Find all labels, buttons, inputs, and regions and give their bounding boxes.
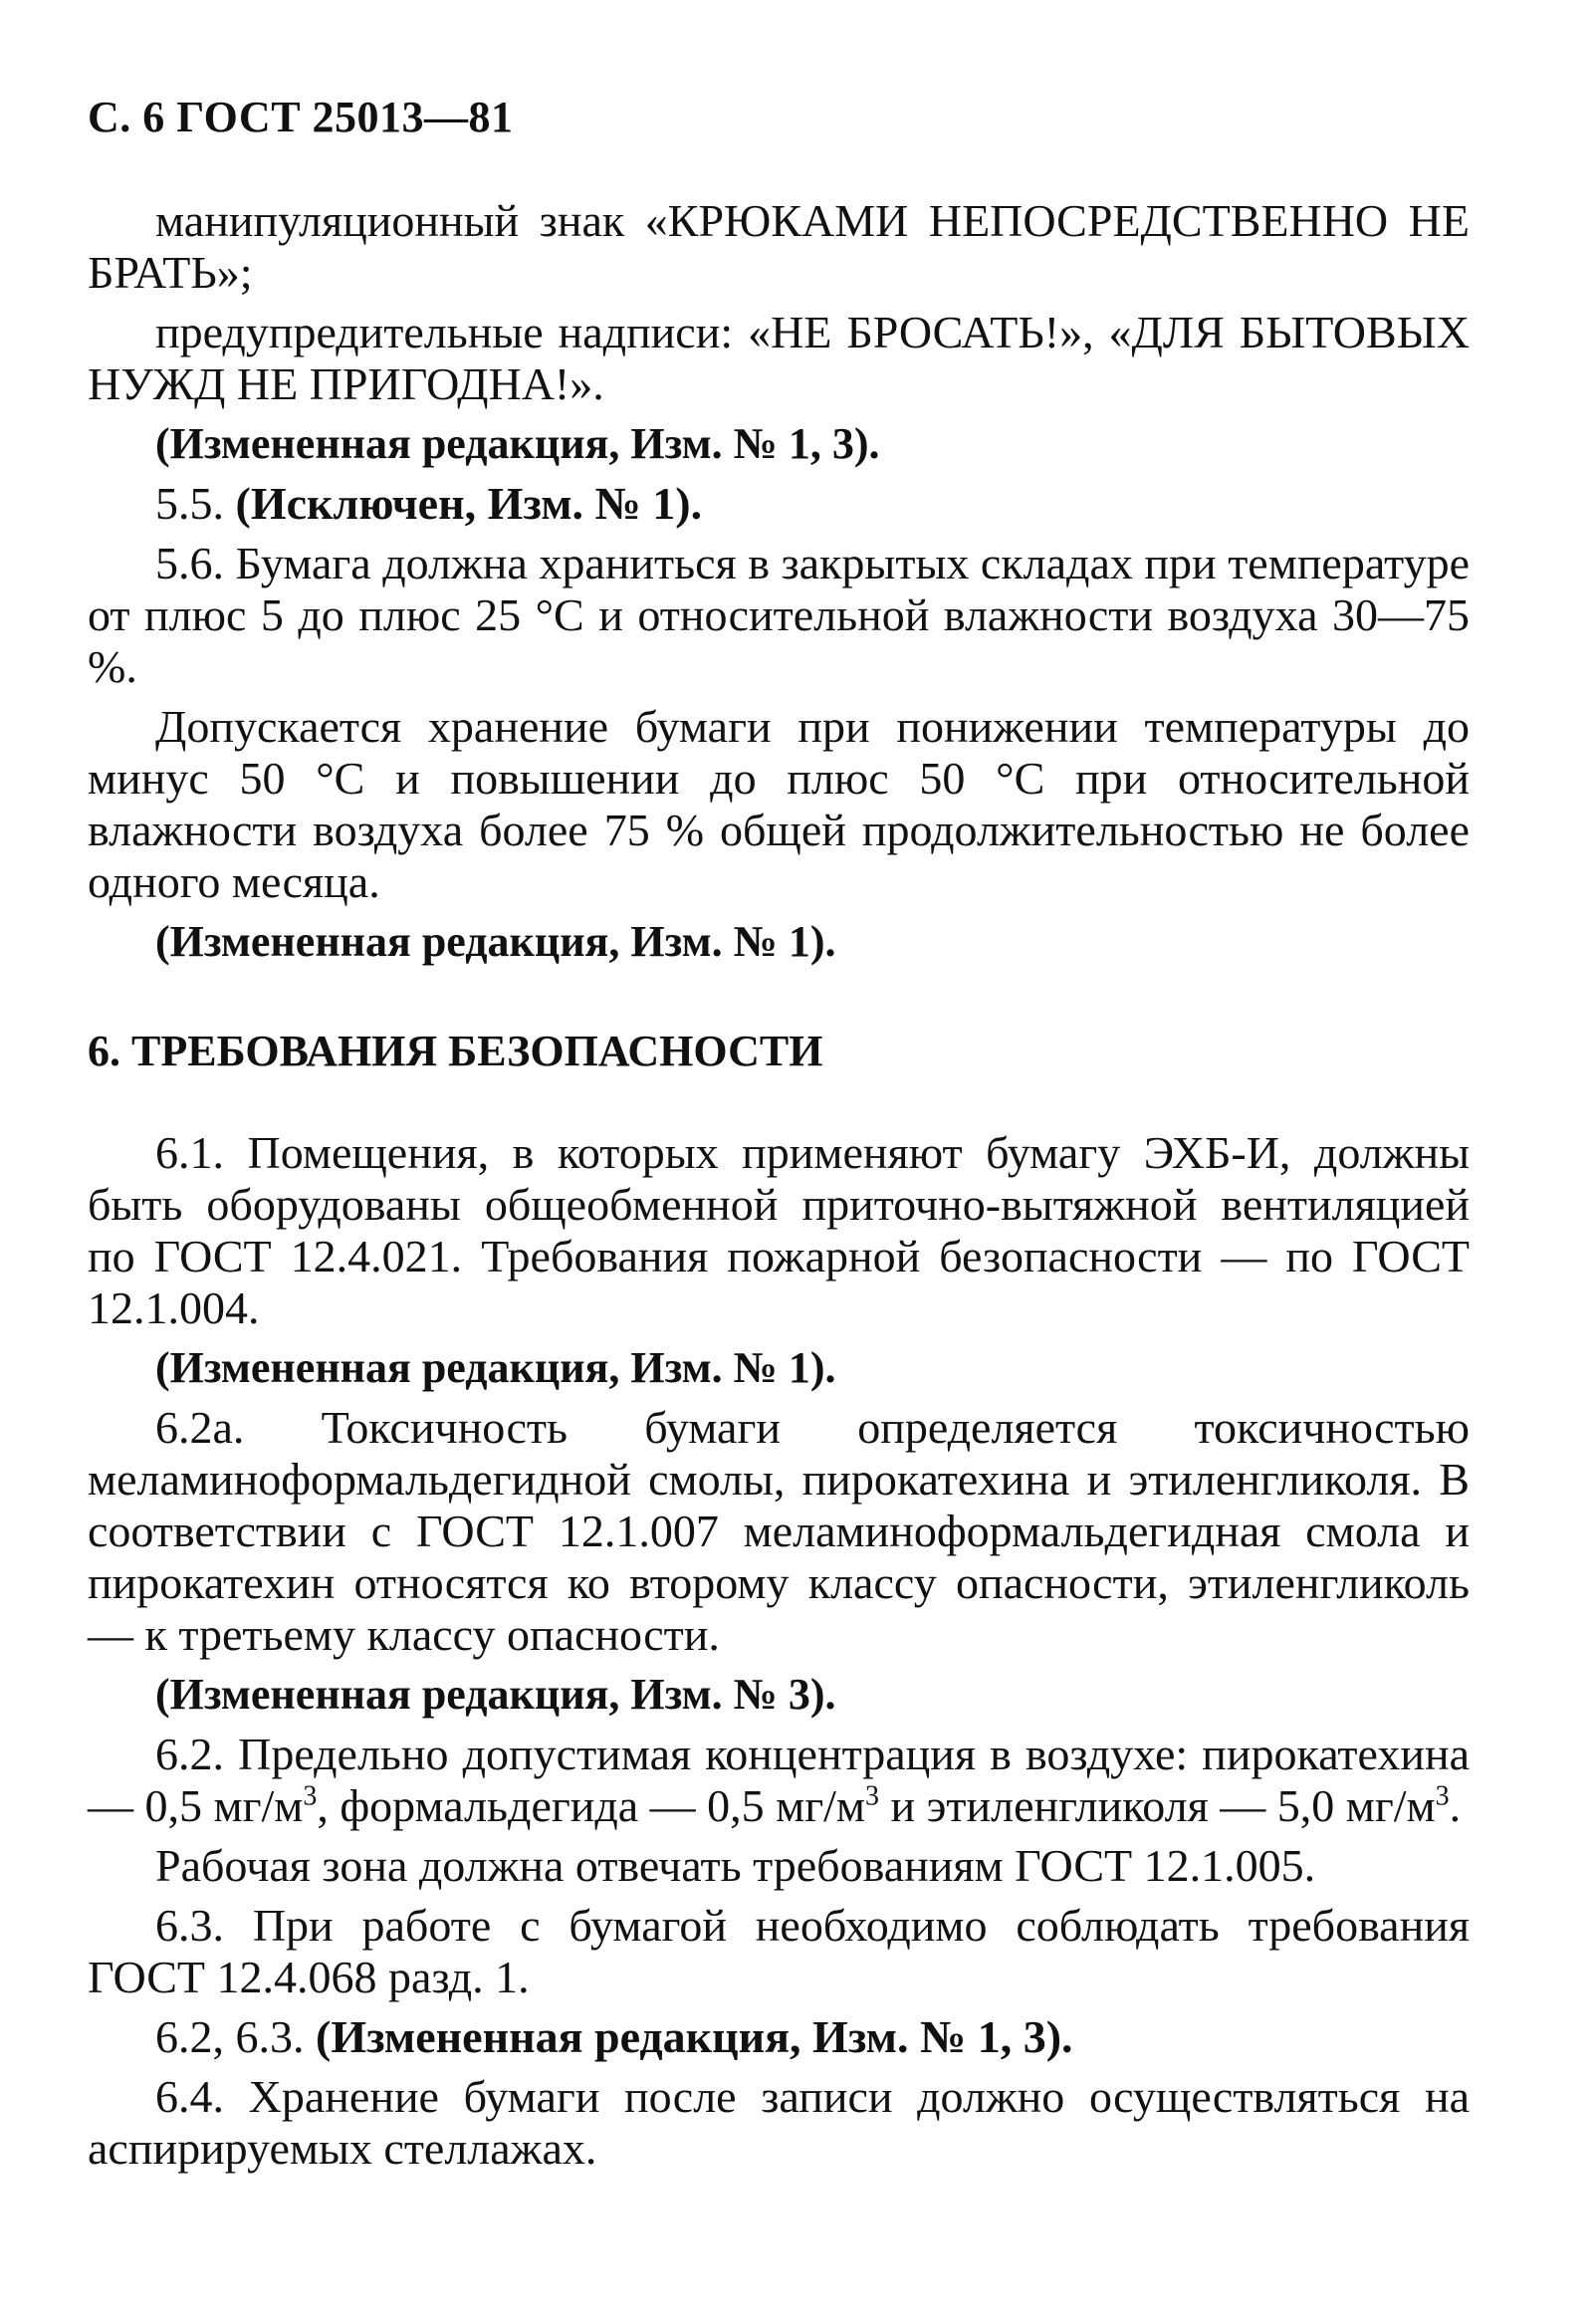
text-run: .	[1449, 1780, 1462, 1831]
paragraph-6-3: 6.3. При работе с бумагой необходимо соблюдать требования ГОСТ 12.4.068 разд. 1.	[88, 1900, 1470, 2002]
amendment-note: (Измененная редакция, Изм. № 1, 3).	[155, 419, 880, 468]
paragraph-5-6: 5.6. Бумага должна храниться в закрытых складах при температуре от плюс 5 до плюс 25 °С и относительной влажности воздуха 30—75 %.	[88, 538, 1470, 692]
paragraph-work-zone: Рабочая зона должна отвечать требованиям ГОСТ 12.1.005.	[155, 1840, 1316, 1891]
text-run: 6.2. Предельно допустимая концентрация в воздухе: пирокатехина — 0,5 мг/м	[88, 1729, 1470, 1831]
paragraph-6-2a: 6.2а. Токсичность бумаги определяется токсичностью меламиноформальдегидной смолы, пирокатехина и этиленгликоля. В соответствии с ГОСТ 12.1.007 меламиноформальдегидная смола и пирокатехин относятся ко второму классу опасности, этиленгликоль — к третьему классу опасности.	[88, 1402, 1470, 1660]
paragraph-warning-labels: предупредительные надписи: «НЕ БРОСАТЬ!», «ДЛЯ БЫТОВЫХ НУЖД НЕ ПРИГОДНА!».	[88, 307, 1470, 409]
paragraph-6-1: 6.1. Помещения, в которых применяют бумагу ЭХБ-И, должны быть оборудованы общеобменной приточно-вытяжной вентиляцией по ГОСТ 12.4.021. Требования пожарной безопасности — по ГОСТ 12.1.004.	[88, 1127, 1470, 1333]
amendment-note: (Измененная редакция, Изм. № 1).	[155, 917, 836, 966]
amendment-note: (Измененная редакция, Изм. № 1, 3).	[316, 2011, 1073, 2062]
page-header: С. 6 ГОСТ 25013—81	[88, 93, 514, 141]
paragraph-storage-allowance: Допускается хранение бумаги при понижении температуры до минус 50 °С и повышении до плюс 50 °С при относительной влажности воздуха более 75 % общей продолжительностью не более одного месяца.	[88, 701, 1470, 907]
section-title: 6. ТРЕБОВАНИЯ БЕЗОПАСНОСТИ	[88, 1027, 823, 1075]
clause-number: 5.5.	[155, 478, 236, 529]
superscript: 3	[1435, 1780, 1450, 1812]
text-run: и этиленгликоля — 5,0 мг/м	[879, 1780, 1436, 1831]
superscript: 3	[865, 1780, 880, 1812]
paragraph-6-4: 6.4. Хранение бумаги после записи должно осуществляться на аспирируемых стеллажах.	[88, 2071, 1470, 2174]
document-body	[88, 187, 1470, 2175]
paragraph-6-2	[88, 1729, 1470, 1832]
text-run: , формальдегида — 0,5 мг/м	[317, 1780, 866, 1831]
clause-number: 6.2, 6.3.	[155, 2011, 316, 2062]
excluded-note: (Исключен, Изм. № 1).	[235, 478, 703, 529]
paragraph-handling-sign: манипуляционный знак «КРЮКАМИ НЕПОСРЕДСТВЕННО НЕ БРАТЬ»;	[88, 195, 1470, 298]
amendment-note: (Измененная редакция, Изм. № 1).	[155, 1343, 836, 1392]
amendment-note: (Измененная редакция, Изм. № 3).	[155, 1670, 836, 1719]
paragraph-6-2-6-3-amend	[88, 2011, 1470, 2063]
superscript: 3	[303, 1780, 318, 1812]
paragraph-5-5	[88, 478, 1470, 530]
